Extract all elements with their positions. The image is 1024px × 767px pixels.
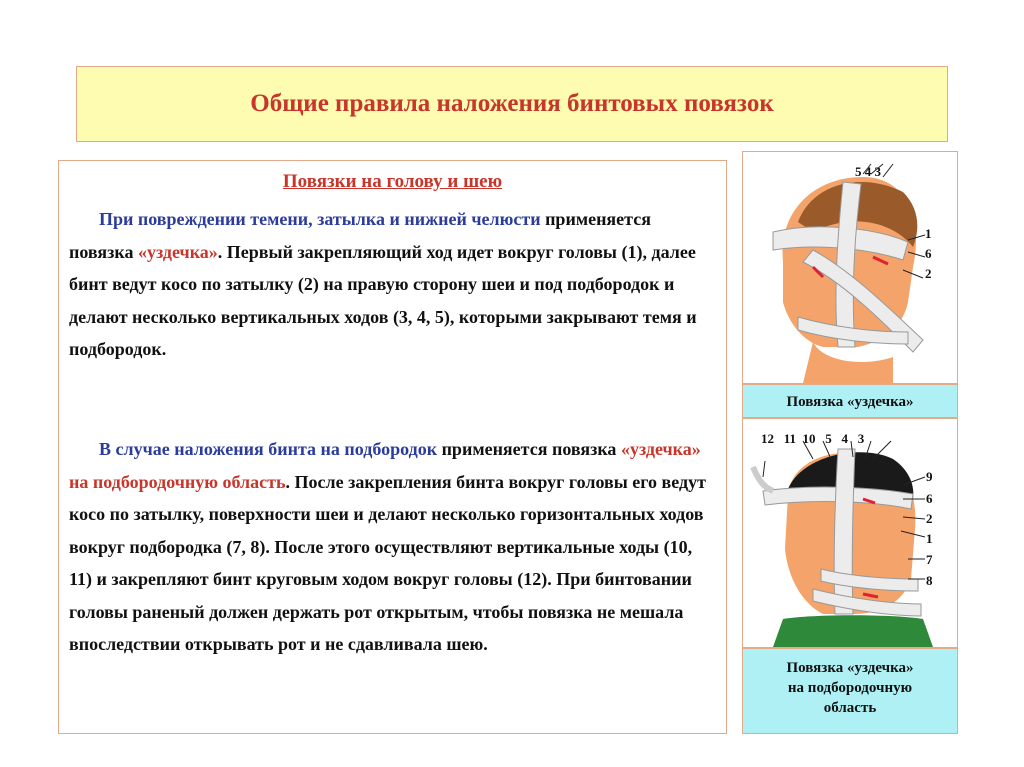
fig2-label-6: 6 (926, 491, 933, 506)
fig2-label-top: 12 11 10 5 4 3 (761, 431, 865, 446)
fig2-label-2: 2 (926, 511, 933, 526)
chin-bridle-bandage-figure (742, 418, 958, 648)
fig2-label-7: 7 (926, 552, 933, 567)
title-banner (76, 66, 948, 142)
text-panel (58, 160, 727, 734)
p2-text-1: применяется повязка (437, 439, 621, 459)
fig1-label-2: 2 (925, 266, 932, 281)
figure2-caption (742, 648, 958, 734)
section-subtitle: Повязки на голову и шею (282, 171, 503, 192)
p2-bridle-chin-term: «уздечка» на подбородочную область (69, 439, 701, 492)
figure2-caption-line2: на подбородочную (787, 680, 913, 696)
fig1-label-top: 5 4 3 (855, 164, 881, 179)
fig2-label-9: 9 (926, 469, 933, 484)
page-title: Общие правила наложения бинтовых повязок (250, 90, 774, 117)
figure1-caption: Повязка «уздечка» (742, 384, 958, 418)
fig1-label-6: 6 (925, 246, 932, 261)
paragraph-chin-bridle (69, 433, 719, 661)
p2-lead: В случае наложения бинта на подбородок (99, 439, 438, 459)
fig2-label-1: 1 (926, 531, 933, 546)
paragraph-bridle (69, 203, 719, 366)
fig2-label-8: 8 (926, 573, 933, 588)
figure2-caption-line1: Повязка «уздечка» (786, 660, 914, 676)
p1-lead: При повреждении темени, затылка и нижней челюсти (99, 209, 541, 229)
p1-text-2: . Первый закрепляющий ход идет вокруг головы (1), далее бинт ведут косо по затылку (2) на правую сторону шеи и под подбородок и делают несколько вертикальных ходов (3, 4, 5), которыми закрывают темя и подбородок. (69, 241, 697, 359)
fig1-label-1: 1 (925, 226, 932, 241)
figure2-caption-line3: область (823, 700, 877, 716)
p2-text-2: . После закрепления бинта вокруг головы его ведут косо по затылку, поверхности шеи и делают несколько горизонтальных ходов вокруг подбородка (7, 8). После этого осуществляют вертикальные ходы (10, 11) и закрепляют бинт круговым ходом вокруг головы (12). При бинтовании головы раненый должен держать рот открытым, чтобы повязка не мешала впоследствии открывать рот и не сдавливала шею. (69, 471, 706, 654)
p1-text-1: применяется повязка (69, 209, 651, 262)
chin-bridle-head-illustration (743, 419, 957, 647)
bridle-bandage-figure (742, 151, 958, 384)
p1-bridle-term: «уздечка» (137, 241, 218, 262)
